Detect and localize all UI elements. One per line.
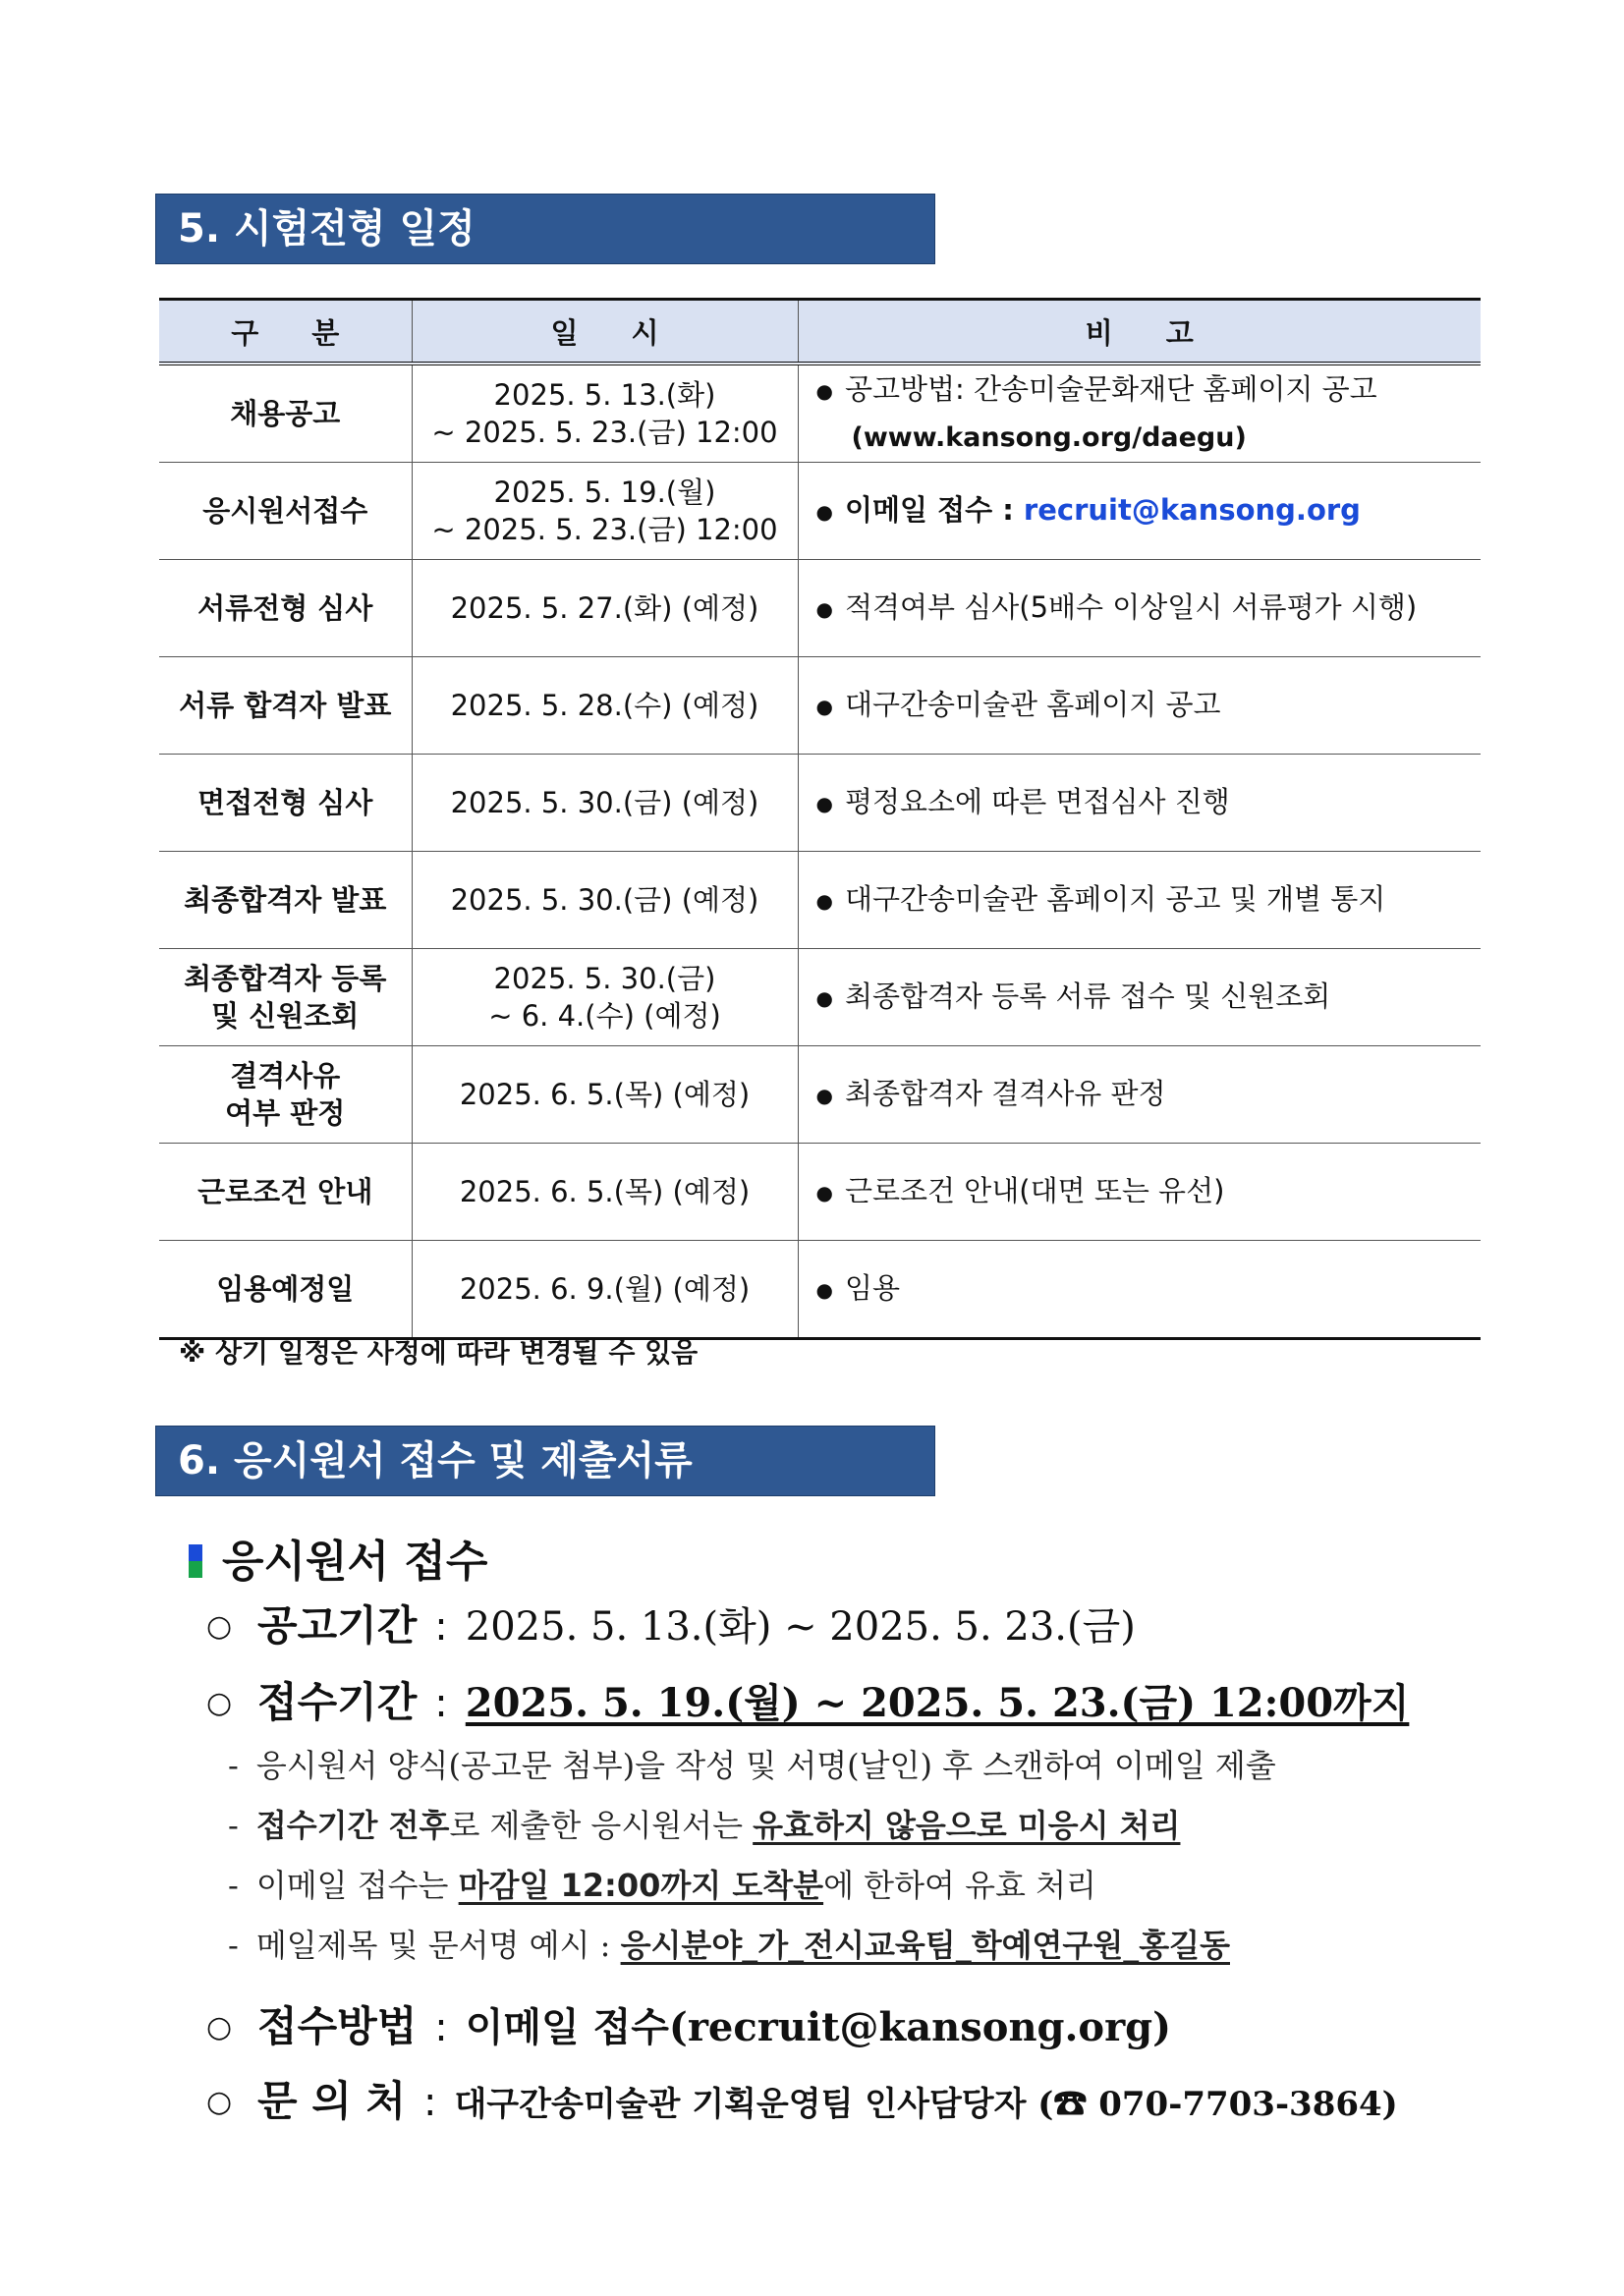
row-date: 2025. 6. 9.(월) (예정): [412, 1241, 798, 1339]
item-label: 공고기간: [257, 1601, 418, 1650]
table-row: [159, 657, 1481, 755]
item-label: 접수방법: [257, 2002, 418, 2050]
category-line: 여부 판정: [225, 1096, 346, 1130]
item-value: 대구간송미술관 기획운영팀 인사담당자 (☎ 070-7703-3864): [454, 2085, 1398, 2124]
row-note: [798, 852, 1481, 949]
date-line: ~ 6. 4.(수) (예정): [488, 999, 721, 1033]
row-date: [412, 463, 798, 560]
dash-icon: -: [228, 1867, 239, 1904]
bullet-icon: ●: [815, 500, 833, 524]
contact-item: [206, 2069, 1398, 2128]
method-item: [206, 1994, 1171, 2053]
bullet-icon: ●: [815, 1181, 833, 1204]
table-row: [159, 1241, 1481, 1339]
category-line: 최종합격자 등록: [184, 962, 387, 995]
row-note: [798, 560, 1481, 657]
date-line: ~ 2025. 5. 23.(금) 12:00: [431, 513, 778, 546]
receive-period-item: [206, 1670, 1409, 1729]
colon: :: [434, 1604, 448, 1650]
section6-title-banner: [155, 1426, 935, 1496]
dash-icon: -: [228, 1747, 239, 1784]
colon: :: [422, 2080, 437, 2125]
row-date: 2025. 5. 30.(금) (예정): [412, 755, 798, 852]
dash-text: 응시원서 양식(공고문 첨부)을 작성 및 서명(날인) 후 스캔하여 이메일 제출: [255, 1747, 1276, 1784]
row-category: 서류전형 심사: [159, 560, 412, 657]
note-text: 적격여부 심사(5배수 이상일시 서류평가 시행): [844, 590, 1418, 624]
row-date: 2025. 5. 27.(화) (예정): [412, 560, 798, 657]
date-line: 2025. 5. 19.(월): [493, 476, 716, 509]
dash-icon: -: [228, 1927, 239, 1964]
table-row: [159, 755, 1481, 852]
dash-text: 메일제목 및 문서명 예시 :: [255, 1927, 621, 1964]
bullet-icon: ●: [815, 379, 833, 403]
note-text: 최종합격자 결격사유 판정: [844, 1077, 1166, 1110]
date-line: 2025. 5. 13.(화): [493, 378, 716, 412]
row-category: 최종합격자 발표: [159, 852, 412, 949]
row-note: [798, 657, 1481, 755]
note-text: 평정요소에 따른 면접심사 진행: [844, 785, 1230, 818]
row-note: [798, 1241, 1481, 1339]
table-row: [159, 1144, 1481, 1241]
square-bullet-icon: [189, 1544, 202, 1578]
bullet-icon: ●: [815, 986, 833, 1010]
circle-bullet-icon: ○: [206, 2085, 233, 2119]
category-line: 및 신원조회: [211, 999, 360, 1033]
email-link[interactable]: recruit@kansong.org: [1023, 493, 1361, 527]
circle-bullet-icon: ○: [206, 1609, 233, 1644]
dash-item: [228, 1801, 1180, 1846]
schedule-footnote: ※ 상기 일정은 사정에 따라 변경될 수 있음: [179, 1336, 699, 1369]
dash-text: 응시분야_가_전시교육팀_학예연구원_홍길동: [620, 1927, 1230, 1964]
row-category: 근로조건 안내: [159, 1144, 412, 1241]
row-date: [412, 364, 798, 463]
schedule-header-row: [159, 300, 1481, 364]
item-value: 2025. 5. 19.(월) ~ 2025. 5. 23.(금) 12:00까지: [465, 1680, 1410, 1726]
dash-item: [228, 1921, 1230, 1966]
row-category: [159, 949, 412, 1046]
table-row: [159, 949, 1481, 1046]
note-text: 근로조건 안내(대면 또는 유선): [844, 1174, 1225, 1207]
bullet-icon: ●: [815, 889, 833, 913]
subheading-text: 응시원서 접수: [222, 1537, 488, 1587]
circle-bullet-icon: ○: [206, 2010, 233, 2044]
note-text: 이메일 접수 :: [844, 493, 1024, 527]
subheading: [189, 1526, 487, 1589]
note-url: (www.kansong.org/daegu): [851, 422, 1247, 453]
row-note: [798, 1144, 1481, 1241]
row-category: [159, 1046, 412, 1144]
header-date: 일 시: [412, 300, 798, 364]
row-category: 면접전형 심사: [159, 755, 412, 852]
bullet-icon: ●: [815, 792, 833, 815]
row-date: [412, 949, 798, 1046]
row-date: 2025. 6. 5.(목) (예정): [412, 1046, 798, 1144]
header-note: 비 고: [798, 300, 1481, 364]
item-value: 2025. 5. 13.(화) ~ 2025. 5. 23.(금): [465, 1604, 1136, 1650]
date-line: 2025. 5. 30.(금): [493, 962, 716, 995]
note-text: 최종합격자 등록 서류 접수 및 신원조회: [844, 980, 1331, 1013]
note-text: 대구간송미술관 홈페이지 공고 및 개별 통지: [844, 882, 1386, 916]
row-date: 2025. 6. 5.(목) (예정): [412, 1144, 798, 1241]
row-date: 2025. 5. 28.(수) (예정): [412, 657, 798, 755]
bullet-icon: ●: [815, 1278, 833, 1302]
section5-title-banner: [155, 194, 935, 264]
table-row: [159, 560, 1481, 657]
bullet-icon: ●: [815, 1084, 833, 1107]
dash-text: 이메일 접수는: [255, 1867, 459, 1904]
row-category: 응시원서접수: [159, 463, 412, 560]
schedule-table: [159, 298, 1481, 1340]
dash-text: 에 한하여 유효 처리: [823, 1867, 1096, 1904]
table-row: [159, 463, 1481, 560]
dash-text: 유효하지 않음으로 미응시 처리: [753, 1807, 1181, 1844]
row-note: [798, 755, 1481, 852]
dash-icon: -: [228, 1807, 239, 1844]
dash-text: 마감일 12:00까지 도착분: [458, 1867, 824, 1904]
section5-title: 5. 시험전형 일정: [178, 206, 476, 252]
row-date: 2025. 5. 30.(금) (예정): [412, 852, 798, 949]
note-text: 임용: [844, 1271, 900, 1305]
item-label: 문 의 처: [257, 2077, 406, 2125]
dash-item: [228, 1741, 1276, 1786]
notice-period-item: [206, 1594, 1136, 1652]
note-text: 대구간송미술관 홈페이지 공고: [844, 688, 1221, 721]
row-category: 채용공고: [159, 364, 412, 463]
section6-title: 6. 응시원서 접수 및 제출서류: [178, 1438, 693, 1484]
row-note: [798, 949, 1481, 1046]
category-line: 결격사유: [230, 1059, 341, 1092]
table-row: [159, 852, 1481, 949]
note-text: 공고방법: 간송미술문화재단 홈페이지 공고: [844, 372, 1377, 406]
row-note: [798, 463, 1481, 560]
table-row: [159, 364, 1481, 463]
dash-text: 접수기간 전후: [255, 1807, 450, 1844]
item-label: 접수기간: [257, 1678, 418, 1726]
bullet-icon: ●: [815, 695, 833, 718]
row-category: 서류 합격자 발표: [159, 657, 412, 755]
item-value: 이메일 접수(recruit@kansong.org): [465, 2004, 1172, 2050]
dash-text: 로 제출한 응시원서는: [449, 1807, 754, 1844]
row-note: [798, 364, 1481, 463]
table-row: [159, 1046, 1481, 1144]
row-note: [798, 1046, 1481, 1144]
circle-bullet-icon: ○: [206, 1686, 233, 1720]
colon: :: [434, 1681, 448, 1726]
date-line: ~ 2025. 5. 23.(금) 12:00: [431, 416, 778, 449]
row-category: 임용예정일: [159, 1241, 412, 1339]
bullet-icon: ●: [815, 597, 833, 621]
header-category: 구 분: [159, 300, 412, 364]
colon: :: [434, 2005, 448, 2050]
dash-item: [228, 1861, 1096, 1906]
